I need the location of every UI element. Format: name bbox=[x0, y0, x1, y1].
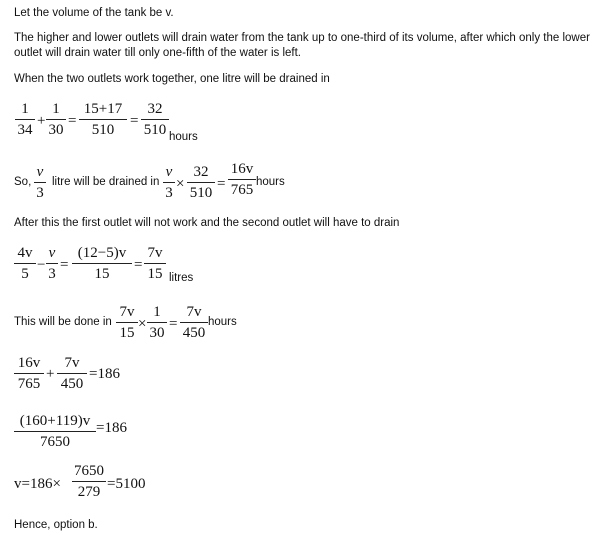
unit-hours: hours bbox=[256, 176, 285, 188]
second-outlet-line: After this the first outlet will not work and the second outlet will have to drain bbox=[14, 217, 400, 229]
fraction: 32 510 bbox=[187, 163, 215, 202]
times-sign: × bbox=[138, 316, 147, 332]
fraction: 16v 765 bbox=[14, 354, 44, 393]
so-prefix: So, bbox=[14, 176, 32, 188]
equation-rhs: =186 bbox=[96, 420, 127, 436]
explanation-line-2: outlet will drain water till only one-fifth of the water is left. bbox=[14, 47, 301, 59]
fraction: (12−5)v 15 bbox=[72, 244, 132, 283]
fraction: 7v 15 bbox=[116, 303, 138, 342]
unit-hours: hours bbox=[208, 316, 237, 328]
fraction: 1 30 bbox=[147, 303, 167, 342]
fraction: 1 34 bbox=[15, 100, 35, 139]
explanation-line-1: The higher and lower outlets will drain water from the tank up to one-third of its volume, after which only the lower bbox=[14, 32, 590, 44]
done-in-text: This will be done in bbox=[14, 316, 112, 328]
so-middle-text: litre will be drained in bbox=[52, 176, 160, 188]
plus-sign: + bbox=[37, 113, 46, 129]
equals-sign: = bbox=[68, 113, 77, 129]
conclusion-line: Hence, option b. bbox=[14, 519, 98, 531]
equation-rhs: =186 bbox=[89, 366, 120, 382]
equation-lhs: v=186× bbox=[14, 476, 61, 492]
unit-litres: litres bbox=[169, 272, 194, 284]
fraction: 15+17 510 bbox=[79, 100, 127, 139]
fraction: 7v 15 bbox=[144, 244, 166, 283]
fraction: 1 30 bbox=[46, 100, 66, 139]
plus-sign: + bbox=[46, 366, 55, 382]
times-sign: × bbox=[176, 176, 185, 192]
equals-sign: = bbox=[134, 257, 143, 273]
unit-hours: hours bbox=[169, 131, 198, 143]
fraction: v 3 bbox=[163, 163, 175, 202]
together-line: When the two outlets work together, one litre will be drained in bbox=[14, 73, 330, 85]
equals-sign: = bbox=[169, 316, 178, 332]
fraction: v 3 bbox=[34, 163, 46, 202]
equals-sign: = bbox=[60, 257, 69, 273]
fraction: 16v 765 bbox=[228, 160, 256, 199]
fraction: 7v 450 bbox=[180, 303, 208, 342]
fraction: 4v 5 bbox=[14, 244, 36, 283]
fraction: 32 510 bbox=[141, 100, 169, 139]
fraction: 7v 450 bbox=[57, 354, 87, 393]
equals-sign: = bbox=[217, 176, 226, 192]
fraction: (160+119)v 7650 bbox=[14, 412, 96, 451]
minus-sign: − bbox=[37, 257, 46, 273]
equals-sign: = bbox=[130, 113, 139, 129]
fraction: 7650 279 bbox=[74, 463, 104, 500]
equation-rhs: =5100 bbox=[107, 476, 146, 492]
fraction: v 3 bbox=[46, 244, 58, 283]
statement-line: Let the volume of the tank be v. bbox=[14, 7, 174, 19]
